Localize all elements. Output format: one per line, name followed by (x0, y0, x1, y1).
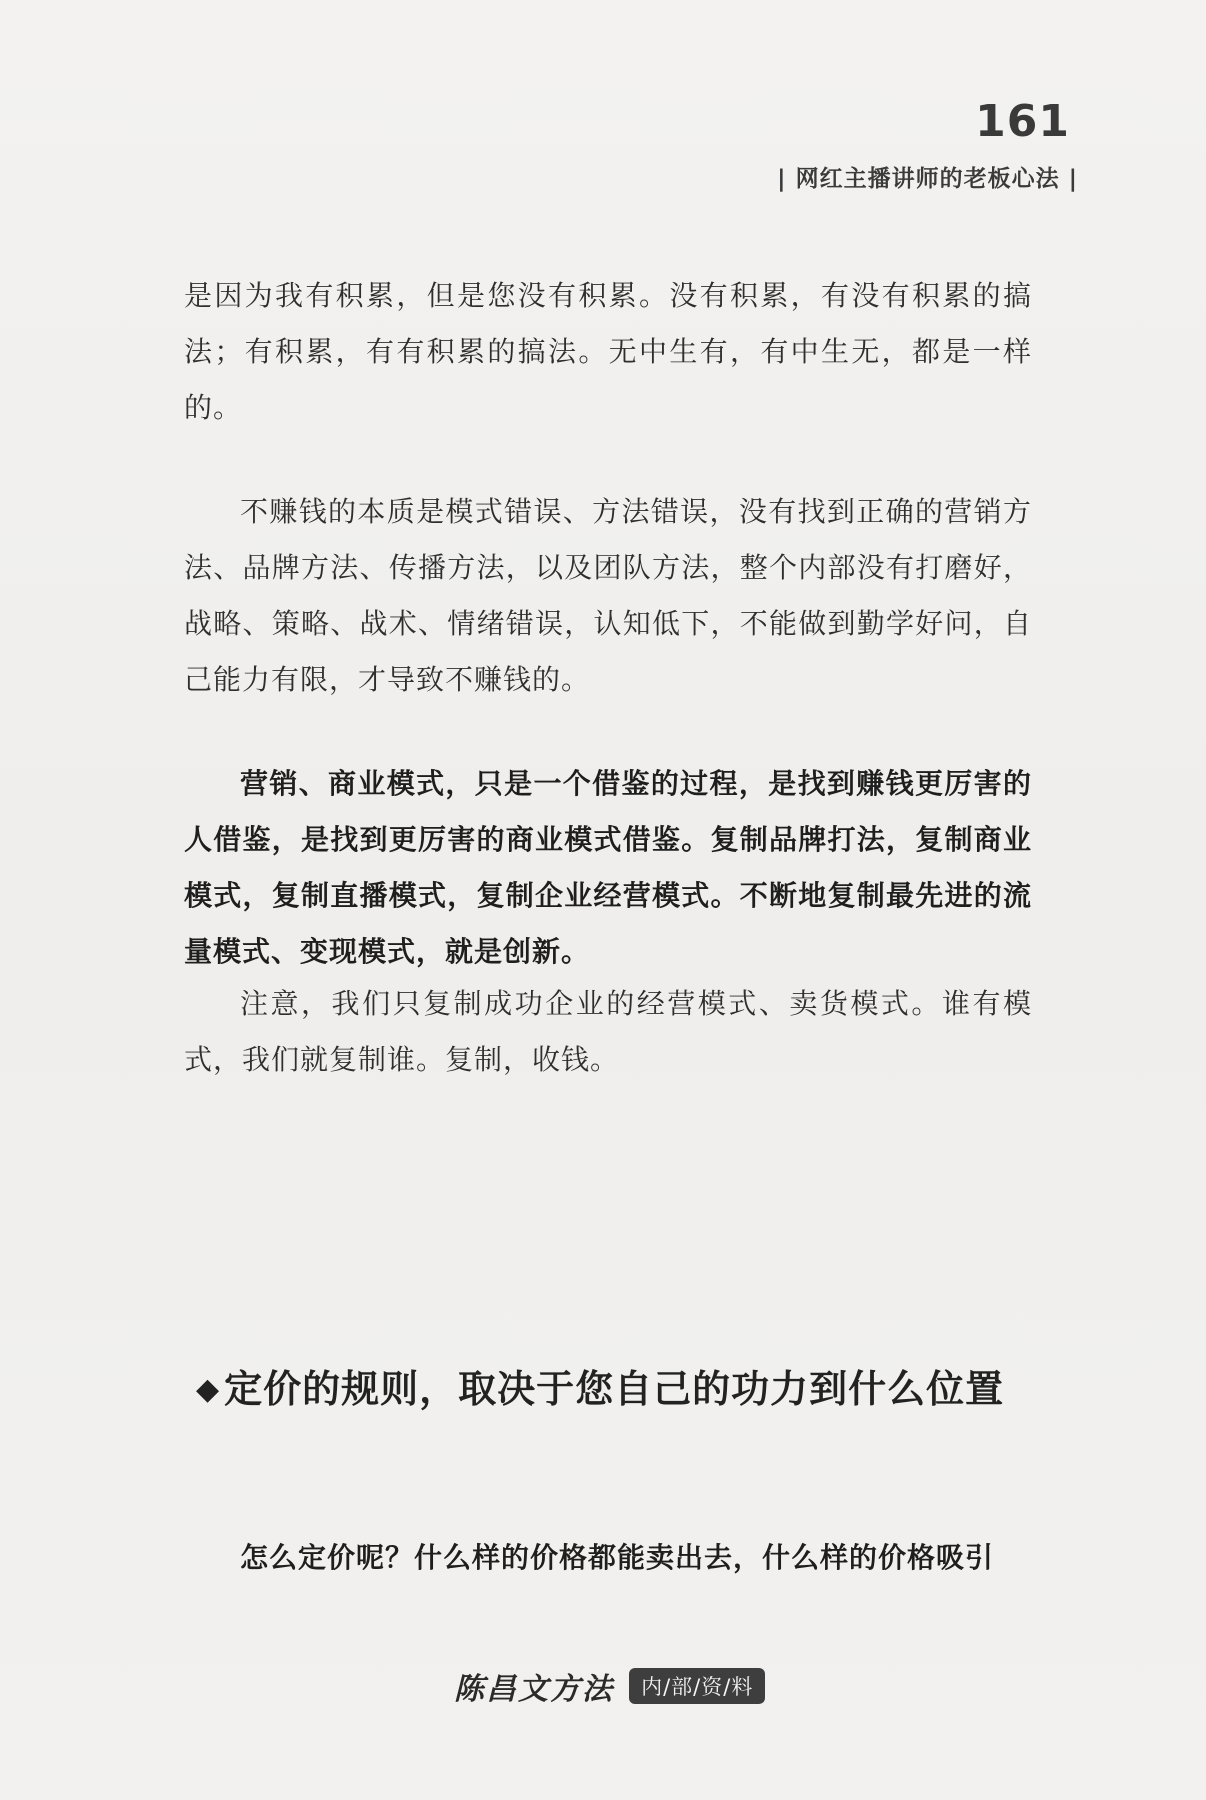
section-heading-text: 定价的规则，取决于您自己的功力到什么位置 (224, 1367, 1005, 1411)
paragraph-5-block (184, 1530, 1032, 1586)
paragraph-3-bold: 营销、商业模式，只是一个借鉴的过程，是找到赚钱更厉害的人借鉴，是找到更厉害的商业模式借鉴。复制品牌打法，复制商业模式，复制直播模式，复制企业经营模式。不断地复制最先进的流量模式、变现模式，就是创新。 (184, 767, 1032, 968)
running-head: | 网红主播讲师的老板心法 | (777, 166, 1078, 192)
section-heading (196, 1358, 1004, 1413)
paragraph-1: 是因为我有积累，但是您没有积累。没有积累，有没有积累的搞法；有积累，有有积累的搞法。无中生有，有中生无，都是一样的。 (184, 279, 1032, 424)
paragraph-2: 不赚钱的本质是模式错误、方法错误，没有找到正确的营销方法、品牌方法、传播方法，以及团队方法，整个内部没有打磨好，战略、策略、战术、情绪错误，认知低下，不能做到勤学好问，自己能力有限，才导致不赚钱的。 (184, 495, 1032, 696)
paragraph-2-block (184, 484, 1032, 708)
diamond-bullet-icon: ◆ (196, 1372, 221, 1407)
page-number: 161 (975, 96, 1070, 147)
paragraph-1-block (184, 268, 1032, 436)
paragraph-4-block (184, 976, 1032, 1088)
footer (454, 1664, 765, 1708)
footer-tag: 内/部/资/料 (629, 1668, 765, 1704)
paragraph-4: 注意，我们只复制成功企业的经营模式、卖货模式。谁有模式，我们就复制谁。复制，收钱。 (184, 987, 1032, 1076)
paragraph-3-block (184, 756, 1032, 980)
paragraph-5-bold: 怎么定价呢？什么样的价格都能卖出去，什么样的价格吸引 (240, 1541, 995, 1574)
footer-brand: 陈昌文方法 (454, 1672, 614, 1707)
